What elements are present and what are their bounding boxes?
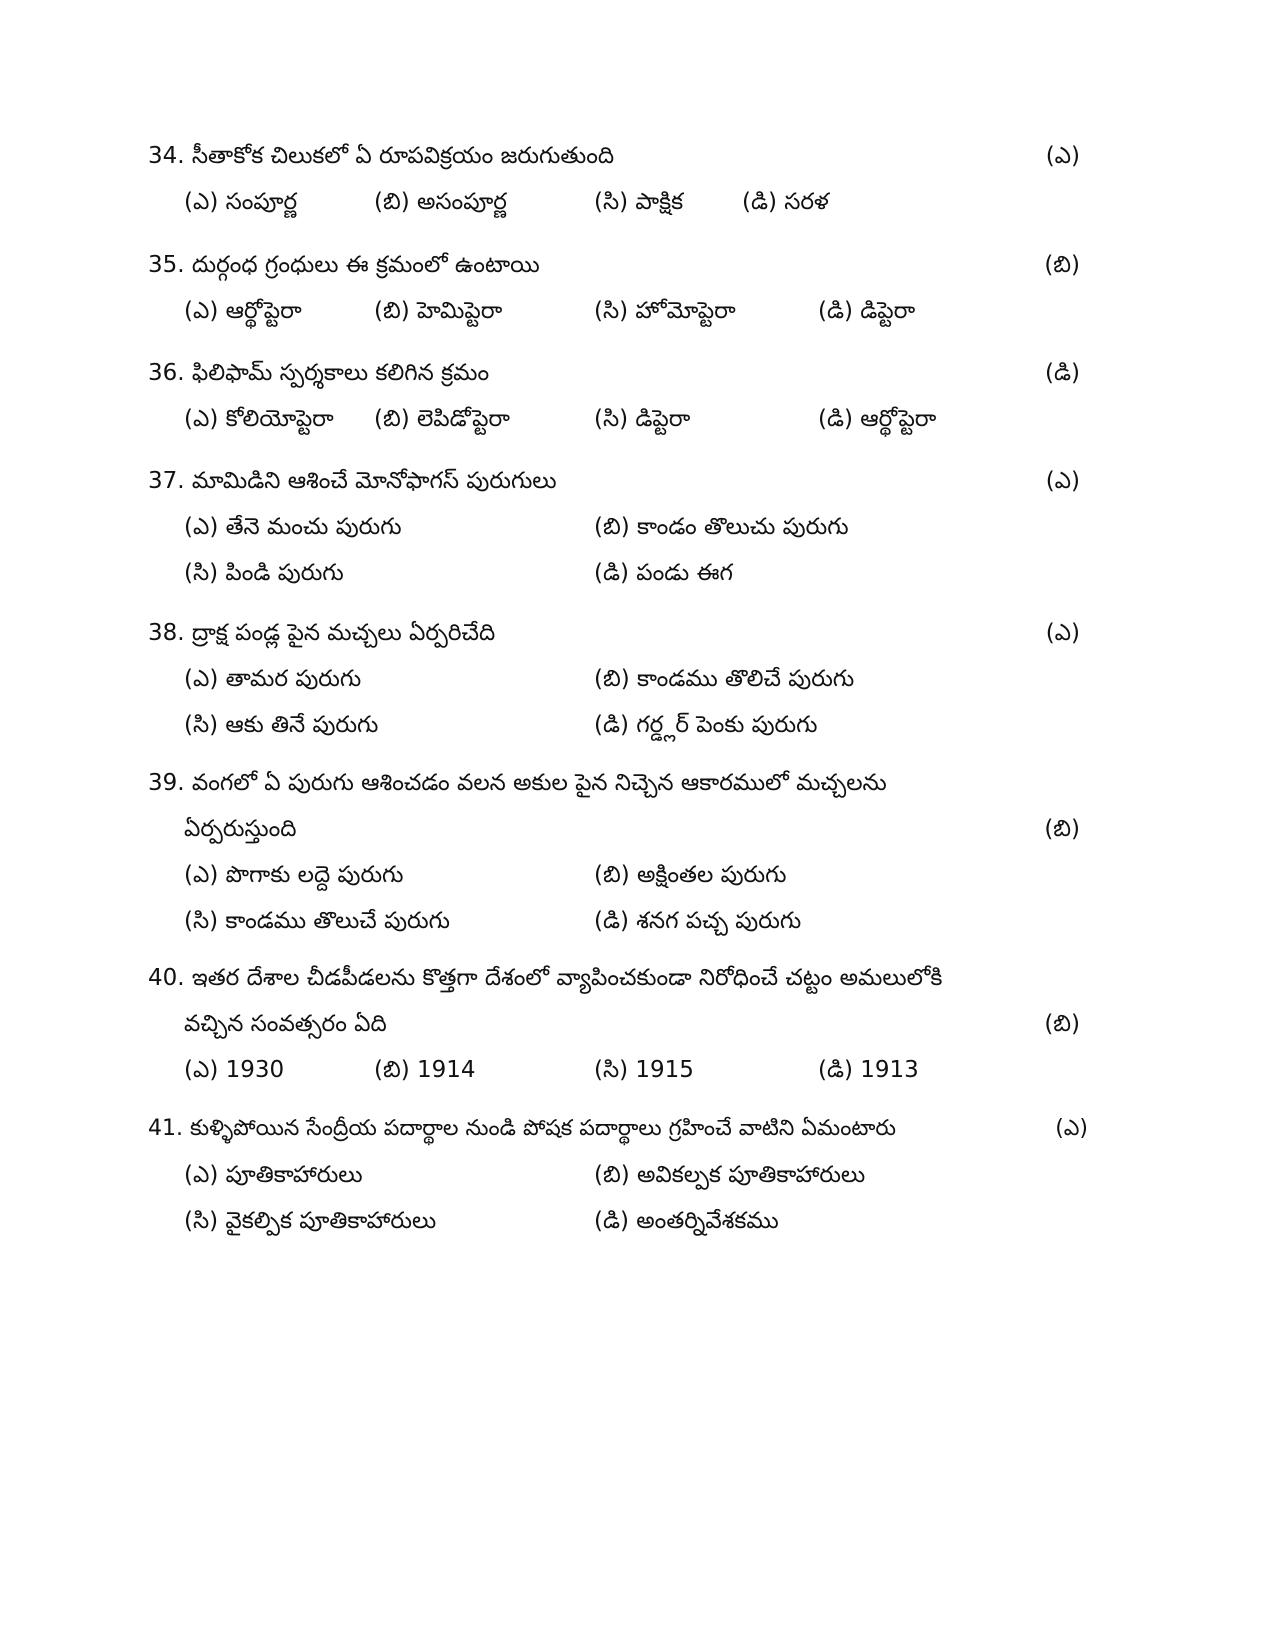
option-b: (బి) 1914 [374,1057,476,1083]
option-b: (బి) అక్షింతల పురుగు [594,862,787,888]
option-a: (ఎ) కోలియోప్టెరా [184,406,334,432]
question-text: సీతాకోక చిలుకలో ఏ రూపవిక్రయం జరుగుతుంది [191,143,615,169]
option-d: (డి) ఆర్థోప్టెరా [818,406,937,432]
question-text: ఇతర దేశాల చీడపీడలను కొత్తగా దేశంలో వ్యాపించకుండా నిరోధించే చట్టం అమలులోకి [191,965,943,991]
options-row [184,1152,1088,1198]
option-d: (డి) 1913 [818,1057,919,1083]
option-b: (బి) లెపిడోప్టెరా [374,406,510,432]
answer-key: (బి) [1044,1011,1080,1037]
option-d: (డి) డిప్టెరా [818,298,916,324]
option-b: (బి) కాండం తొలుచు పురుగు [594,514,849,540]
option-d: (డి) శనగ పచ్చ పురుగు [594,908,802,934]
option-d: (డి) పండు ఈగ [594,560,733,586]
question-34 [148,133,1080,225]
question-text-continued: వచ్చిన సంవత్సరం ఏది [184,1011,387,1037]
options-row [184,288,1080,334]
options-row [184,179,1080,225]
option-a: (ఎ) పొగాకు లద్దె పురుగు [184,862,404,888]
option-d: (డి) సరళ [742,189,829,215]
option-b: (బి) కాండము తొలిచే పురుగు [594,666,855,692]
option-a: (ఎ) తామర పురుగు [184,666,362,692]
question-number: 40. [148,965,185,991]
question-41 [148,1106,1088,1244]
option-b: (బి) అసంపూర్ణ [374,189,507,215]
question-40 [148,955,1080,1093]
answer-key: (బి) [1044,252,1080,278]
question-number: 39. [148,770,185,796]
option-a: (ఎ) సంపూర్ణ [184,189,298,215]
options-row [184,550,1080,596]
answer-key: (ఎ) [1045,143,1080,169]
options-row [184,396,1080,442]
option-a: (ఎ) పూతికాహారులు [184,1162,363,1188]
question-37 [148,458,1080,596]
option-b: (బి) హెమిప్టెరా [374,298,503,324]
options-row [184,852,1080,898]
question-36 [148,350,1080,442]
option-b: (బి) అవికల్పక పూతికాహారులు [594,1162,866,1188]
question-text: ద్రాక్ష పండ్ల పైన మచ్చలు ఏర్పరిచేది [191,620,496,646]
question-number: 41. [148,1116,183,1141]
answer-key: (ఎ) [1045,468,1080,494]
options-row [184,1047,1080,1093]
option-a: (ఎ) 1930 [184,1057,285,1083]
question-35 [148,242,1080,334]
question-number: 36. [148,360,185,386]
option-c: (సి) డిప్టెరా [594,406,691,432]
option-c: (సి) పాక్షిక [594,189,684,215]
option-d: (డి) అంతర్నివేశకము [594,1208,779,1234]
answer-key: (ఎ) [1045,620,1080,646]
question-text-continued: ఏర్పరుస్తుంది [184,816,297,842]
answer-key: (డి) [1045,360,1080,386]
question-number: 35. [148,252,185,278]
question-text: వంగలో ఏ పురుగు ఆశించడం వలన అకుల పైన నిచ్చెన ఆకారములో మచ్చలను [191,770,887,796]
options-row [184,1198,1088,1244]
option-c: (సి) కాండము తొలుచే పురుగు [184,908,450,934]
question-38 [148,610,1080,748]
answer-key: (బి) [1044,816,1080,842]
options-row [184,504,1080,550]
question-39 [148,760,1080,944]
question-number: 37. [148,468,185,494]
option-c: (సి) హోమోప్టెరా [594,298,736,324]
question-text: దుర్గంధ గ్రంధులు ఈ క్రమంలో ఉంటాయి [191,252,540,278]
option-c: (సి) 1915 [594,1057,694,1083]
question-number: 38. [148,620,185,646]
answer-key: (ఎ) [1055,1116,1088,1141]
question-text: మామిడిని ఆశించే మోనోఫాగస్ పురుగులు [191,468,557,494]
question-number: 34. [148,143,185,169]
question-text: ఫిలిఫామ్ స్పర్శకాలు కలిగిన క్రమం [191,360,490,386]
option-d: (డి) గర్డ్లర్ పెంకు పురుగు [594,712,818,738]
option-c: (సి) ఆకు తినే పురుగు [184,712,379,738]
options-row [184,656,1080,702]
options-row [184,898,1080,944]
question-text: కుళ్ళిపోయిన సేంద్రీయ పదార్థాల నుండి పోషక పదార్థాలు గ్రహించే వాటిని ఏమంటారు [190,1116,897,1141]
option-a: (ఎ) ఆర్థోప్టెరా [184,298,302,324]
options-row [184,702,1080,748]
option-c: (సి) వైకల్పిక పూతికాహారులు [184,1208,437,1234]
option-a: (ఎ) తేనె మంచు పురుగు [184,514,402,540]
option-c: (సి) పిండి పురుగు [184,560,344,586]
